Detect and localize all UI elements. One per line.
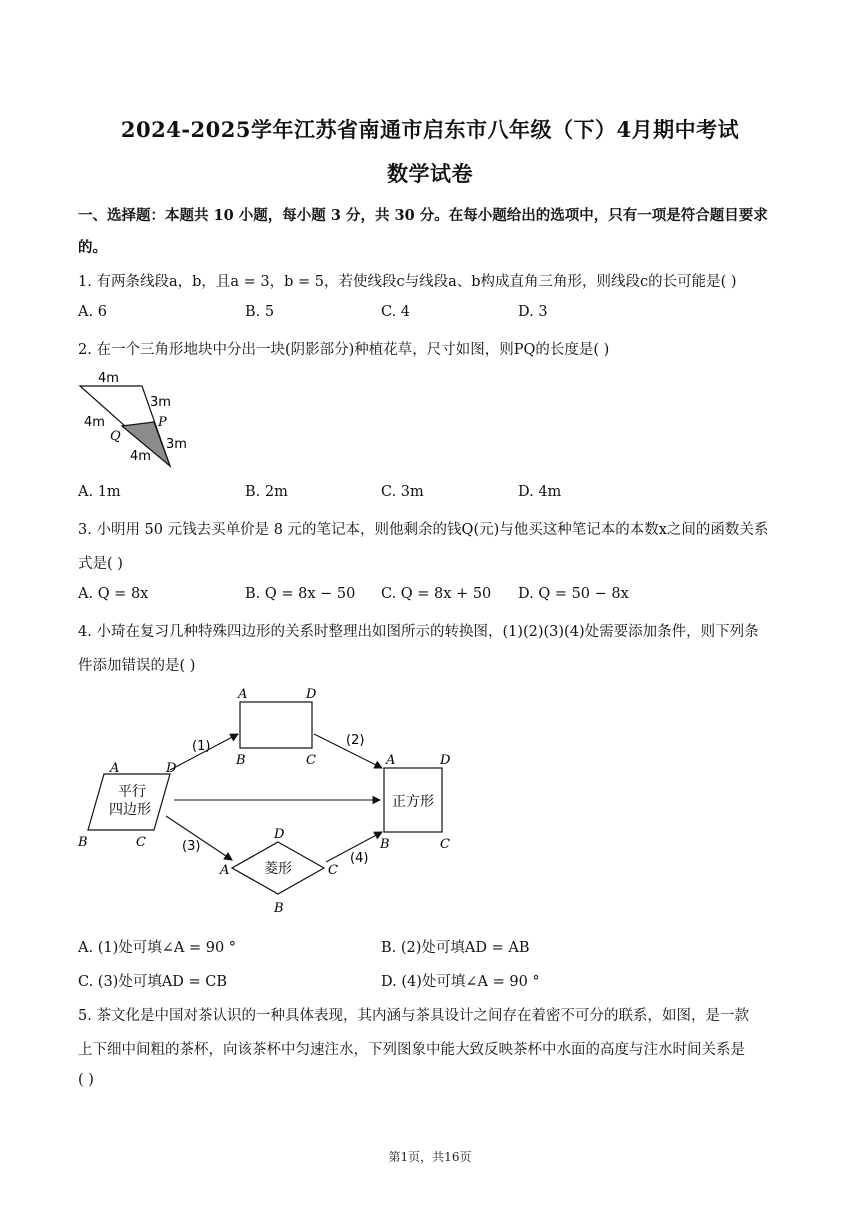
q4-option-b[interactable]: B. (2)处可填AD = AB [381,940,530,956]
square-vertex-c: C [440,837,450,852]
quadrilateral-diagram [74,682,464,918]
q2-option-d[interactable]: D. 4m [518,484,562,500]
square-vertex-b: B [380,837,390,852]
q4-option-a[interactable]: A. (1)处可填∠A = 90 ° [78,940,237,956]
step-1-label: (1) [192,739,211,754]
step-3-label: (3) [182,839,201,854]
q2-option-c[interactable]: C. 3m [381,484,424,500]
para-vertex-b: B [78,835,88,850]
q1-option-b[interactable]: B. 5 [245,304,275,320]
label-lower-right-3m: 3m [166,437,187,452]
question-5-stem-line2: 上下细中间粗的茶杯，向该茶杯中匀速注水，下列图象中能大致反映茶杯中水面的高度与注水时间关系是 [78,1042,745,1058]
q3-option-d[interactable]: D. Q = 50 − 8x [518,586,629,602]
label-p: P [158,415,167,430]
q2-option-b[interactable]: B. 2m [245,484,288,500]
rhombus-label: 菱形 [264,861,292,877]
page-footer: 第1页，共16页 [388,1150,472,1164]
rhombus-vertex-d: D [274,827,285,842]
rhombus-vertex-b: B [274,901,284,916]
question-1-stem: 1. 有两条线段a，b，且a = 3，b = 5，若使线段c与线段a、b构成直角三角形，则线段c的长可能是( ) [78,274,737,290]
q1-option-a[interactable]: A. 6 [78,304,107,320]
question-5-stem-line3: ( ) [78,1072,94,1088]
q3-option-c[interactable]: C. Q = 8x + 50 [381,586,492,602]
square-label: 正方形 [392,794,434,810]
section-heading: 一、选择题：本题共 10 小题，每小题 3 分，共 30 分。在每小题给出的选项中，只有一项是符合题目要求 [78,207,768,224]
q4-option-d[interactable]: D. (4)处可填∠A = 90 ° [381,974,540,990]
parallelogram-label-1: 平行 [118,784,146,800]
step-2-label: (2) [346,733,365,748]
rect-vertex-b: B [236,753,246,768]
q1-option-d[interactable]: D. 3 [518,304,548,320]
rhombus-vertex-a: A [220,863,230,878]
rect-vertex-a: A [238,687,248,702]
label-left-4m: 4m [84,415,105,430]
para-vertex-d: D [166,761,177,776]
question-4-stem-line1: 4. 小琦在复习几种特殊四边形的关系时整理出如图所示的转换图，(1)(2)(3)(4)处需要添加条件，则下列条 [78,624,759,640]
label-q: Q [110,429,121,444]
label-top-4m: 4m [98,371,119,386]
step-4-label: (4) [350,851,369,866]
q1-option-c[interactable]: C. 4 [381,304,411,320]
question-2-stem: 2. 在一个三角形地块中分出一块(阴影部分)种植花草，尺寸如图，则PQ的长度是( ) [78,342,610,358]
exam-subtitle: 数学试卷 [387,161,473,186]
label-upper-right-3m: 3m [150,395,171,410]
rhombus-vertex-c: C [328,863,338,878]
question-5-stem-line1: 5. 茶文化是中国对茶认识的一种具体表现，其内涵与茶具设计之间存在着密不可分的联系，如图，是一款 [78,1008,749,1024]
para-vertex-a: A [110,761,120,776]
triangle-plot-figure [74,368,204,470]
square-vertex-a: A [386,753,396,768]
rect-vertex-c: C [306,753,316,768]
parallelogram-label-2: 四边形 [109,802,151,818]
q3-option-b[interactable]: B. Q = 8x − 50 [245,586,356,602]
q4-option-c[interactable]: C. (3)处可填AD = CB [78,974,228,990]
question-3-stem-line2: 式是( ) [78,556,123,572]
square-vertex-d: D [440,753,451,768]
rect-vertex-d: D [306,687,317,702]
para-vertex-c: C [136,835,146,850]
label-bottom-4m: 4m [130,449,151,464]
q2-option-a[interactable]: A. 1m [78,484,121,500]
q3-option-a[interactable]: A. Q = 8x [78,586,149,602]
question-4-stem-line2: 件添加错误的是( ) [78,658,196,674]
section-heading-cont: 的。 [78,239,107,256]
question-3-stem-line1: 3. 小明用 50 元钱去买单价是 8 元的笔记本，则他剩余的钱Q(元)与他买这种笔记本的本数x之间的函数关系 [78,522,769,538]
exam-title: 2024-2025学年江苏省南通市启东市八年级（下）4月期中考试 [120,117,740,142]
